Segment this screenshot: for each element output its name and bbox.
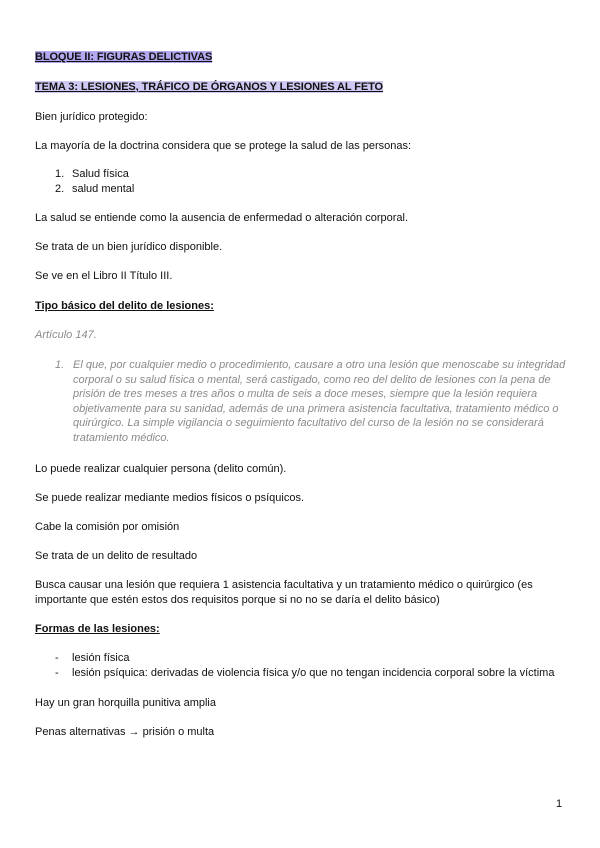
list-bullet: - [55,667,59,679]
paragraph-protected-good: Bien jurídico protegido: [35,111,148,123]
list-item-number: 1. [55,168,65,180]
article-label: Artículo 147. [35,329,97,341]
page-number: 1 [556,798,563,810]
paragraph-punitive-range: Hay un gran horquilla punitiva amplia [35,697,216,709]
paragraph-common-crime: Lo puede realizar cualquier persona (delito común). [35,463,287,475]
list-item-text: Salud física [72,168,129,180]
list-item-text: lesión psíquica: derivadas de violencia física y/o que no tengan incidencia corporal sobre la víctima [72,667,555,679]
article-item-text: El que, por cualquier medio o procedimiento, causare a otro una lesión que menoscabe su integridad corporal o su salud física o mental, será castigado, como reo del delito de lesiones con la pena de prisión de tres meses a tres años o multa de seis a doce meses, siempre que la lesión requiera objetivamente para su sanidad, además de una primera asistencia facultativa, tratamiento médico o quirúrgico. La simple vigilancia o seguimiento facultativo del curso de la lesión no se considerará tratamiento médico. [73,359,566,444]
paragraph-alternative-penalties: Penas alternativas → prisión o multa [35,726,215,738]
paragraph-means: Se puede realizar mediante medios físicos o psíquicos. [35,492,305,504]
paragraph-requirements-line1: Busca causar una lesión que requiera 1 asistencia facultativa y un tratamiento médico o quirúrgico (es [35,579,533,591]
paragraph-doctrine: La mayoría de la doctrina considera que se protege la salud de las personas: [35,140,412,152]
paragraph-health-definition: La salud se entiende como la ausencia de enfermedad o alteración corporal. [35,212,409,224]
topic-title [35,80,383,94]
forms-list [35,651,575,681]
paragraph-book-title: Se ve en el Libro II Título III. [35,270,173,282]
paragraph-requirements-line2: importante que estén estos dos requisitos porque si no no se daría el delito básico) [35,594,440,606]
paragraph-omission: Cabe la comisión por omisión [35,521,180,533]
article-quote [55,358,570,448]
list-item-text: salud mental [72,183,135,195]
paragraph-result-crime: Se trata de un delito de resultado [35,550,198,562]
block-title [35,50,212,64]
list-item-text: lesión física [72,652,130,664]
list-item-number: 2. [55,183,65,195]
section-heading-forms: Formas de las lesiones: [35,623,160,635]
article-item-number: 1. [55,359,65,371]
paragraph-disposable: Se trata de un bien jurídico disponible. [35,241,223,253]
list-bullet: - [55,652,59,664]
health-list [35,167,335,197]
topic-title-text: TEMA 3: LESIONES, TRÁFICO DE ÓRGANOS Y LESIONES AL FETO [35,81,383,93]
section-heading-basic-type: Tipo básico del delito de lesiones: [35,300,214,312]
block-title-text: BLOQUE II: FIGURAS DELICTIVAS [35,51,213,63]
